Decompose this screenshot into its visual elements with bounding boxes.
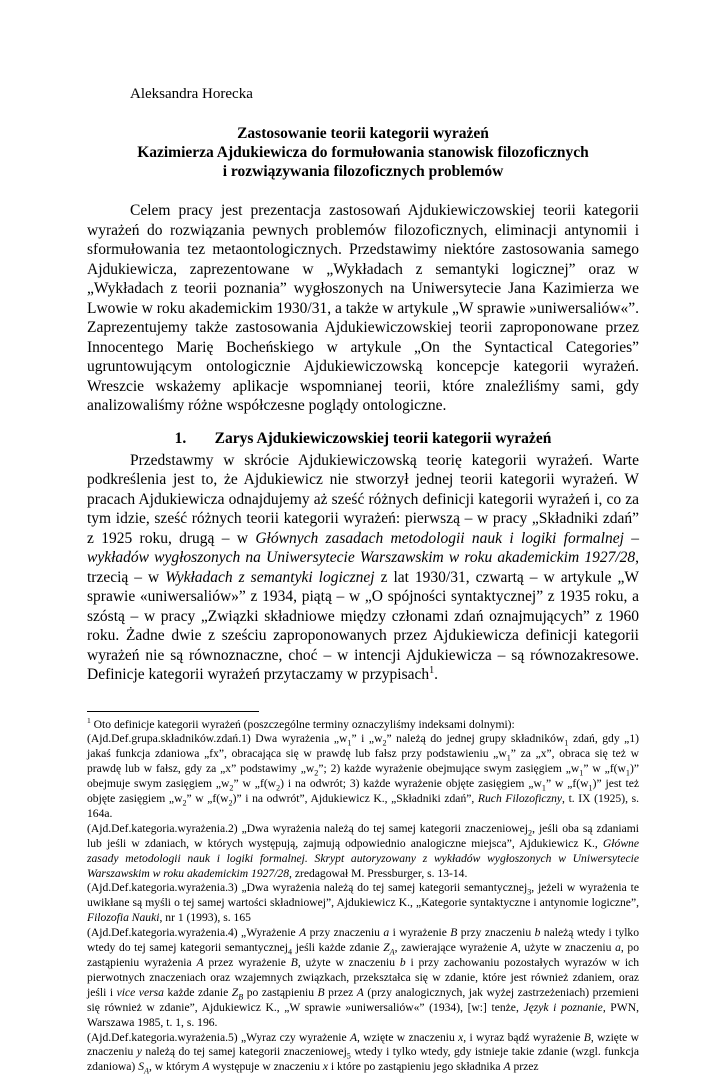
- footnote-reference[interactable]: 1: [429, 664, 435, 676]
- title-line-1: Zastosowanie teorii kategorii wyrażeń: [237, 125, 489, 142]
- text-run: Oto definicje kategorii wyrażeń (poszczególne terminy oznaczyliśmy indeksami dolnymi):: [90, 717, 515, 731]
- intro-paragraph: Celem pracy jest prezentacja zastosowań Ajdukiewiczowskiej teorii kategorii wyrażeń do rozwiązania pewnych problemów filozoficznych, eliminacji antynomii i sformułowania tez metaontologicznych. Przedstawimy niektóre zastosowania samego Ajdukiewicza, zaprezentowane w „Wykładach z semantyki logicznej” oraz w „Wykładach z teorii poznania” wygłoszonych na Uniwersytecie Jana Kazimierza we Lwowie w roku akademickim 1930/31, a także w artykule „W sprawie »uniwersaliów«”. Zaprezentujemy także zastosowania Ajdukiewiczowskiej teorii zaproponowane przez Innocentego Marię Bocheńskiego w artykule „On the Syntactical Categories” ugruntowującym ontologicznie Ajdukiewiczowską koncepcje kategorii wyrażeń. Wreszcie wskażemy aplikacje wspomnianej teorii, które znaleźliśmy sami, gdy analizowaliśmy różne współczesne poglądy ontologiczne.: [87, 202, 639, 414]
- footnote-definition-1: (Ajd.Def.grupa.składników.zdań.1) Dwa wyrażenia $„w_1$” i $„w_2$” należą do jednej grupy składników$_1$ zdań, gdy „1) jakaś funkcja zdaniowa „fx”, obracająca się w prawdę lub fałsz przy podstawieniu $„w_1$” za „x”, obraca się też w prawdę lub w fałsz, gdy za „x” podstawimy $„w_2$”; 2) każde wyrażenie obejmujące swym zasięgiem $„w_1$” w $„f(w_1)$” obejmuje swym zasięgiem $„w_2$” w $„f(w_2)$ i na odwrót; 3) każde wyrażenie objęte zasięgiem $„w_1$” w $„f(w_1)$” jest też objęte zasięgiem $„w_2$” w $„f(w_2)$” i na odwrót”, Ajdukiewicz K., „Składniki zdań”, Ruch Filozoficzny, t. IX (1925), s. 164a.: [87, 732, 640, 820]
- footnote-definition-4: (Ajd.Def.kategoria.wyrażenia.4) „Wyrażenie A przy znaczeniu a i wyrażenie B przy znaczeniu b należą wtedy i tylko wtedy do tej samej kategorii semantycznej$_4$ jeśli każde zdanie $Z_A$, zawierające wyrażenie A, użyte w znaczeniu a, po zastąpieniu wyrażenia A przez wyrażenie B, użyte w znaczeniu b i przy zachowaniu pozostałych wyrazów w ich pierwotnych znaczeniach oraz wzajemnych związkach, przekształca się w zdanie, które jest również zdaniem, oraz jeśli i vice versa każde zdanie $Z_B$ po zastąpieniu B przez A (przy analogicznych, jak wyżej zastrzeżeniach) przemieni się również w zdanie”, Ajdukiewicz K., „W sprawie »uniwersaliów«” (1934), [w:] tenże, Język i poznanie, PWN, Warszawa 1985, t. 1, s. 196.: [87, 926, 640, 1029]
- title-line-3: i rozwiązywania filozoficznych problemów: [222, 163, 504, 180]
- text-run: .: [434, 666, 439, 683]
- paper-title: [87, 124, 639, 181]
- text-run: z lat 1930/31, czwartą – w artykule „W sprawie «uniwersaliów»” z 1934, piątą – w „O spójności syntaktycznej” z 1935 roku, a szóstą – w pracy „Związki składniowe między członami zdań oznajmujących” z 1960 roku. Żadne dwie z sześciu zaproponowanych przez Ajdukiewicza definicji kategorii wyrażeń nie są równoznaczne, choć – w intencji Ajdukiewicza – są równozakresowe. Definicje kategorii wyrażeń przytaczamy w przypisach: [87, 568, 639, 683]
- italic-title: Głównych zasadach metodologii nauk i logiki formalnej – wykładów wygłoszonych na Uniwersytecie Warszawskim w roku akademickim 1927/28: [87, 529, 639, 566]
- section-paragraph: [87, 451, 639, 685]
- section-heading: [87, 430, 639, 448]
- footnote-separator: [87, 711, 259, 712]
- title-line-2: Kazimierza Ajdukiewicza do formułowania stanowisk filozoficznych: [137, 144, 589, 161]
- text-run: , trzecią – w: [87, 549, 639, 586]
- footnote-definition-5: (Ajd.Def.kategoria.wyrażenia.5) „Wyraz czy wyrażenie A, wzięte w znaczeniu x, i wyraz bądź wyrażenie B, wzięte w znaczeniu y należą do tej samej kategorii znaczeniowej$_5$ wtedy i tylko wtedy, gdy istnieje takie zdanie (wzgl. funkcja zdaniowa) $S_A$, w którym A występuje w znaczeniu x i które po zastąpieniu jego składnika A przez: [87, 1030, 639, 1076]
- footnote-definition-2: (Ajd.Def.kategoria.wyrażenia.2) „Dwa wyrażenia należą do tej samej kategorii znaczeniowej$_2$, jeśli oba są zdaniami lub jeśli w zdaniach, w których występują, zajmują odpowiednio analogiczne miejsca”, Ajdukiewicz K., Główne zasady metodologii nauk i logiki formalnej. Skrypt autoryzowany z wykładów wygłoszonych w Uniwersytecie Warszawskim w roku akademickim 1927/28, zredagował M. Pressburger, s. 13-14.: [87, 821, 639, 880]
- italic-title: Wykładach z semantyki logicznej: [165, 568, 375, 586]
- document-page: [87, 86, 639, 1075]
- footnote-definition-3: (Ajd.Def.kategoria.wyrażenia.3) „Dwa wyrażenia należą do tej samej kategorii semantycznej$_3$, jeżeli w wyrażenia te uwikłane są myśli o tej samej wartości składniowej”, Ajdukiewicz K., „Kategorie syntaktyczne i antynomie logiczne”, Filozofia Nauki, nr 1 (1993), s. 165: [87, 881, 639, 925]
- section-number: 1.: [174, 429, 187, 447]
- footnote-mark: 1: [87, 715, 91, 725]
- footnote-intro: [87, 715, 639, 733]
- text-run: Przedstawmy w skrócie Ajdukiewiczowską teorię kategorii wyrażeń. Warte podkreślenia jest to, że Ajdukiewicz nie stworzył jednej teorii kategorii wyrażeń. W pracach Ajdukiewicza odnajdujemy aż sześć różnych definicji kategorii wyrażeń i, co za tym idzie, sześć różnych teorii kategorii wyrażeń: pierwszą – w pracy „Składniki zdań” z 1925 roku, drugą – w: [87, 451, 639, 547]
- author-name: Aleksandra Horecka: [130, 86, 253, 102]
- footnotes: [87, 715, 640, 1076]
- section-title: Zarys Ajdukiewiczowskiej teorii kategorii wyrażeń: [214, 429, 552, 447]
